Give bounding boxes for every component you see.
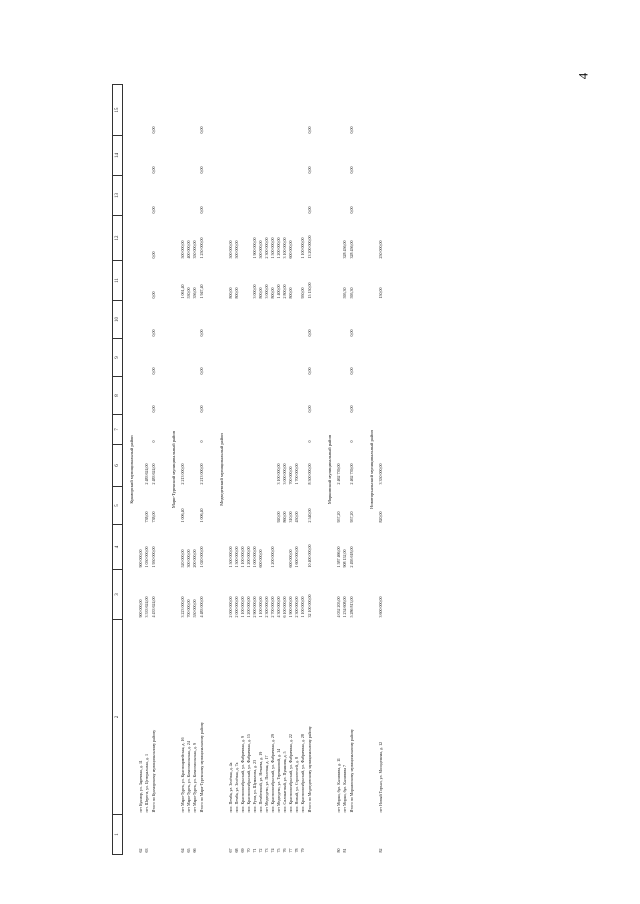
table-cell: пос. Силикатный, ул. Пушкина, д. 5 <box>282 751 287 813</box>
table-cell: 0 <box>199 440 204 443</box>
table-cell: 1 100 000,00 <box>300 596 305 618</box>
table-cell: 595,30 <box>342 287 347 299</box>
table-cell: 1 100 000,00 <box>240 546 245 568</box>
table-cell: 0,00 <box>307 206 312 214</box>
table-cell: 65 <box>186 848 191 853</box>
table-cell: 738,00 <box>151 511 156 523</box>
table-cell: 500 000,00 <box>180 240 185 259</box>
table-cell: 66 <box>192 848 197 853</box>
table-cell: 3 000,00 <box>252 284 257 299</box>
table-cell: 530,00 <box>186 287 191 299</box>
table-cell: 74 <box>270 848 275 853</box>
table-cell: 0,00 <box>349 166 354 174</box>
table-cell: 200 000,00 <box>192 549 197 568</box>
section-title: Медведевский муниципальный район <box>219 433 224 506</box>
table-cell: пос. Краснооктябрьский, ул. Фабричная, д. 9 <box>240 736 245 813</box>
table-cell: 1 100 000,00 <box>240 596 245 618</box>
table-cell: 1 200 000,00 <box>246 596 251 618</box>
table-cell: 0,00 <box>151 367 156 375</box>
table-cell: 800,00 <box>288 287 293 299</box>
table-cell: 1 061,40 <box>180 284 185 299</box>
table-cell: 72 <box>258 848 263 853</box>
table-cell: 67 <box>228 848 233 853</box>
table-cell: 0,00 <box>199 166 204 174</box>
table-cell <box>378 339 384 377</box>
table-cell: 957,20 <box>336 511 341 523</box>
table-cell: 3 533 624,00 <box>144 596 149 618</box>
table-cell: 0,00 <box>307 126 312 134</box>
table-cell: 550 000,00 <box>192 599 197 618</box>
table-cell: 900 000,00 <box>138 599 143 618</box>
total-row <box>348 85 363 855</box>
table-cell: 1 500 000,00 <box>270 237 275 259</box>
table-cell: 69 <box>240 848 245 853</box>
table-cell: 64 <box>180 848 185 853</box>
table-cell <box>378 85 384 136</box>
column-header: 14 <box>113 136 123 176</box>
table-cell: 0,00 <box>199 329 204 337</box>
table-cell: 6 100 000,00 <box>282 596 287 618</box>
table-cell <box>378 377 384 415</box>
table-cell: 2 700 000,00 <box>270 596 275 618</box>
table-cell: 0 <box>307 440 312 443</box>
table-cell: 1 100 000,00 <box>300 237 305 259</box>
table-cell: 73 <box>264 848 269 853</box>
table-cell: 62 <box>138 848 143 853</box>
table-cell: 1 100 000,00 <box>258 596 263 618</box>
table-cell: 78 <box>294 848 299 853</box>
table-cell <box>198 815 213 855</box>
table-cell: 1 020 000,00 <box>199 546 204 568</box>
table-cell: 76 <box>282 848 287 853</box>
table-cell: 0,00 <box>151 126 156 134</box>
table-cell: 8 500 000,00 <box>307 463 312 485</box>
table-cell: 0,00 <box>199 126 204 134</box>
table-cell: пос. Пемба, ул. Зелёная, д. 4а <box>228 762 233 813</box>
page-number: 4 <box>575 72 591 80</box>
table-cell: 2 900 000,00 <box>252 596 257 618</box>
table-cell: 3 100 000,00 <box>276 463 281 485</box>
table-cell: 0,00 <box>199 206 204 214</box>
table-cell: 81 <box>342 848 347 853</box>
table-cell: 0,00 <box>307 367 312 375</box>
section-title-row <box>321 85 336 855</box>
table-cell: пос. Новый, ул. Строителей, д. 8 <box>294 757 299 813</box>
table-cell: 0,00 <box>151 405 156 413</box>
table-cell: 2 000 000,00 <box>234 596 239 618</box>
table-cell: 0,00 <box>199 405 204 413</box>
section-title: Моркинский муниципальный район <box>327 434 332 505</box>
table-cell: 150,00 <box>378 287 383 299</box>
table-cell <box>306 815 321 855</box>
table-cell: 3 000 000,00 <box>282 463 287 485</box>
table-cell: 5 286 813,00 <box>349 596 354 618</box>
column-header: 15 <box>113 85 123 136</box>
table-cell: Итого по Кукморскому муниципальному району <box>151 729 156 813</box>
table-cell: 1 500 000,00 <box>228 546 233 568</box>
table-cell: 79 <box>300 848 305 853</box>
table-cell: 2 213 000,00 <box>180 463 185 485</box>
table-cell: 3 350 000,00 <box>378 463 383 485</box>
column-header: 5 <box>113 487 123 525</box>
table-cell: 0,00 <box>307 329 312 337</box>
table-cell: 1 200 000,00 <box>276 237 281 259</box>
table-cell: 600 000,00 <box>258 549 263 568</box>
table-cell: 0,00 <box>307 405 312 413</box>
table-cell: 1 947,40 <box>199 284 204 299</box>
table-cell: 908 152,00 <box>342 549 347 568</box>
column-header: 7 <box>113 415 123 445</box>
table-cell: 800,00 <box>234 287 239 299</box>
table-cell: 80 <box>336 848 341 853</box>
table-cell: 1 900 000,00 <box>288 596 293 618</box>
table-cell: 2 300 000,00 <box>264 237 269 259</box>
table-cell: пос. Краснооктябрьский, ул. Фабричная, д. 15 <box>246 734 251 813</box>
table-cell: 2 495 618,00 <box>349 546 354 568</box>
table-cell: 70 <box>246 848 251 853</box>
table-cell: пос. Краснооктябрьский, ул. Фабричная, д. 22 <box>288 734 293 813</box>
table-cell: 4 433 624,00 <box>151 596 156 618</box>
table-cell: 860,00 <box>282 511 287 523</box>
column-header: 6 <box>113 445 123 487</box>
table-cell: 2 483 624,00 <box>144 463 149 485</box>
column-header: 3 <box>113 570 123 620</box>
section-title-row <box>123 85 139 855</box>
table-cell: 3 223 000,00 <box>180 596 185 618</box>
table-cell: 0 <box>349 440 354 443</box>
table-cell <box>150 815 165 855</box>
table-cell: 800,00 <box>228 287 233 299</box>
table-cell: 800,00 <box>258 287 263 299</box>
section-title-row <box>213 85 228 855</box>
table-cell: 950,00 <box>300 287 305 299</box>
table-cell: 0,00 <box>151 251 156 259</box>
table-cell: 920,00 <box>276 511 281 523</box>
table-cell: 3 000,00 <box>264 284 269 299</box>
table-cell: 300 000,00 <box>186 549 191 568</box>
table-cell: пгт Мари-Турек, ул. Комсомольская, д. 24 <box>186 741 191 813</box>
table-cell: 0,00 <box>151 329 156 337</box>
table-cell: пгт Мари-Турек, ул. Комсомольская, д. 9 <box>192 743 197 813</box>
table-cell: 1 500 000,00 <box>234 546 239 568</box>
table-cell: 4 052 205,00 <box>336 596 341 618</box>
table-cell: Итого по Мари-Турекскому муниципальному району <box>199 722 204 813</box>
table-cell: 2 300 000,00 <box>294 596 299 618</box>
table-cell: пгт Новый Торъял, ул. Молодежная, д. 12 <box>378 741 383 813</box>
table-cell: 1 006,40 <box>199 508 204 523</box>
table-cell: 1 950 000,00 <box>151 546 156 568</box>
table-cell: 1 600 000,00 <box>294 546 299 568</box>
table-cell <box>378 176 384 216</box>
table-cell: 1 050 000,00 <box>144 546 149 568</box>
table-cell: 2 540,00 <box>307 508 312 523</box>
table-cell: 1 006,40 <box>180 508 185 523</box>
column-header: 13 <box>113 176 123 216</box>
table-cell: 328 456,00 <box>342 240 347 259</box>
table-cell: Итого по Медведевскому муниципальному району <box>307 726 312 813</box>
table-cell: 10 400 000,00 <box>307 544 312 568</box>
table-cell: пос. Руэм, ул. Шумилова, д. 23 <box>252 759 257 813</box>
table-cell: пгт Морки, бул. Калинина 7 <box>342 764 347 813</box>
total-row <box>150 85 165 855</box>
table-cell: пгт. Шереги, ул. Центральная, д. 1 <box>144 754 149 813</box>
table-cell: 75 <box>276 848 281 853</box>
table-cell: 0,00 <box>349 367 354 375</box>
table-cell: 1 587 466,00 <box>336 546 341 568</box>
table-cell: 63 <box>144 848 149 853</box>
table-cell: 71 <box>252 848 257 853</box>
table-cell: 2 300 000,00 <box>264 596 269 618</box>
column-header: 9 <box>113 339 123 377</box>
table-cell: 0,00 <box>349 405 354 413</box>
table-cell: 250 000,00 <box>378 240 383 259</box>
table-cell: 450,00 <box>294 511 299 523</box>
section-title-row <box>363 85 378 855</box>
table-cell: 0,00 <box>349 126 354 134</box>
table-cell: 1 700 000,00 <box>294 463 299 485</box>
table-cell: 1 400,00 <box>276 284 281 299</box>
table-cell: 500 000,00 <box>258 240 263 259</box>
column-header: 8 <box>113 377 123 415</box>
table-cell <box>378 525 384 570</box>
table-cell: 0,00 <box>151 166 156 174</box>
table-row <box>378 85 384 855</box>
column-header: 4 <box>113 525 123 570</box>
table-cell: 1 900 000,00 <box>252 237 257 259</box>
column-header: 12 <box>113 216 123 261</box>
table-cell <box>378 301 384 339</box>
table-cell: 2 462 739,00 <box>336 463 341 485</box>
table-cell: пгт Мари-Турек, ул. Красноармейская, д. 16 <box>180 737 185 813</box>
column-header: 10 <box>113 301 123 339</box>
table-cell: пгт Медведево, ул. Терешковой, д. 14 <box>276 748 281 813</box>
table-cell: 595,30 <box>349 287 354 299</box>
total-row <box>306 85 321 855</box>
table-cell: 520 000,00 <box>180 549 185 568</box>
table-cell <box>378 136 384 176</box>
column-header: 11 <box>113 261 123 301</box>
table-cell: 1 234 608,00 <box>342 596 347 618</box>
section-title: Кукморский муниципальный район <box>129 435 134 504</box>
table-cell: 0 <box>151 440 156 443</box>
table-cell: пгт Медведево, ул. Полевая, д. 17 <box>264 755 269 813</box>
table-cell: 4 300 000,00 <box>276 596 281 618</box>
table-cell: 2 462 739,00 <box>349 463 354 485</box>
table-cell: 32 100 000,00 <box>307 594 312 618</box>
table-cell: 738,00 <box>144 511 149 523</box>
table-cell: 700 000,00 <box>288 466 293 485</box>
table-cell: 3 600 000,00 <box>378 596 383 618</box>
table-cell: 0,00 <box>199 367 204 375</box>
table-cell: 310,00 <box>288 511 293 523</box>
table-cell: 13 200 000,00 <box>307 235 312 259</box>
table-cell: 356,00 <box>192 287 197 299</box>
rotated-table-container <box>112 105 640 855</box>
table-cell: пос. Краснооктябрьский, ул. Фабричная, д. 28 <box>300 734 305 813</box>
table-cell: 600 000,00 <box>288 549 293 568</box>
section-title-row <box>165 85 180 855</box>
data-table <box>112 84 384 855</box>
table-cell: 0,00 <box>307 166 312 174</box>
table-cell: 1 000 000,00 <box>252 546 257 568</box>
column-header: 2 <box>113 620 123 815</box>
table-cell: 0,00 <box>349 206 354 214</box>
table-cell: 1 200 000,00 <box>246 546 251 568</box>
table-cell: 350 000,00 <box>192 240 197 259</box>
table-cell <box>378 415 384 445</box>
column-header-row <box>113 85 123 855</box>
table-cell: 2 483 624,00 <box>151 463 156 485</box>
table-cell: 4 483 000,00 <box>199 596 204 618</box>
table-cell: пос. Краснооктябрьский, ул. Фабричная, д. 29 <box>270 734 275 813</box>
table-cell: 2 000 000,00 <box>228 596 233 618</box>
table-cell: 15 150,00 <box>307 282 312 299</box>
total-row <box>198 85 213 855</box>
table-cell: пос. Пембенский, ул. Нечаева, д. 19 <box>258 751 263 813</box>
table-cell: 68 <box>234 848 239 853</box>
table-cell: 0,00 <box>151 206 156 214</box>
table-cell: пгт Морки, бул. Калинина, д. 11 <box>336 758 341 813</box>
table-cell: 700 000,00 <box>186 599 191 618</box>
column-header: 1 <box>113 815 123 855</box>
table-cell: 500 000,00 <box>234 240 239 259</box>
table-cell: 82 <box>378 848 383 853</box>
table-cell: Итого по Моркинскому муниципальному району <box>349 729 354 813</box>
table-cell: 2 800,00 <box>282 284 287 299</box>
section-title: Мари-Турекский муниципальный район <box>171 430 176 509</box>
table-cell: 820,00 <box>378 511 383 523</box>
table-cell: пгт Кукмор, ул. Заречная, д. 11 <box>138 760 143 813</box>
table-cell: 800,00 <box>270 287 275 299</box>
table-cell <box>348 815 363 855</box>
table-cell: 77 <box>288 848 293 853</box>
table-cell: 500 000,00 <box>228 240 233 259</box>
table-cell: 2 213 000,00 <box>199 463 204 485</box>
table-cell: 0,00 <box>151 291 156 299</box>
table-cell: 1 250 000,00 <box>199 237 204 259</box>
section-title: Новоторъяльский муниципальный район <box>369 430 374 509</box>
table-cell: 900 000,00 <box>138 549 143 568</box>
table-cell: 600 000,00 <box>288 240 293 259</box>
table-cell: пос. Пемба, ул. Зелёная, д. 7а <box>234 762 239 813</box>
table-cell: 3 100 000,00 <box>282 237 287 259</box>
table-cell: 328 456,00 <box>349 240 354 259</box>
table-cell: 400 000,00 <box>186 240 191 259</box>
table-cell: 0,00 <box>349 329 354 337</box>
table-cell: 957,20 <box>349 511 354 523</box>
table-cell: 1 200 000,00 <box>270 546 275 568</box>
